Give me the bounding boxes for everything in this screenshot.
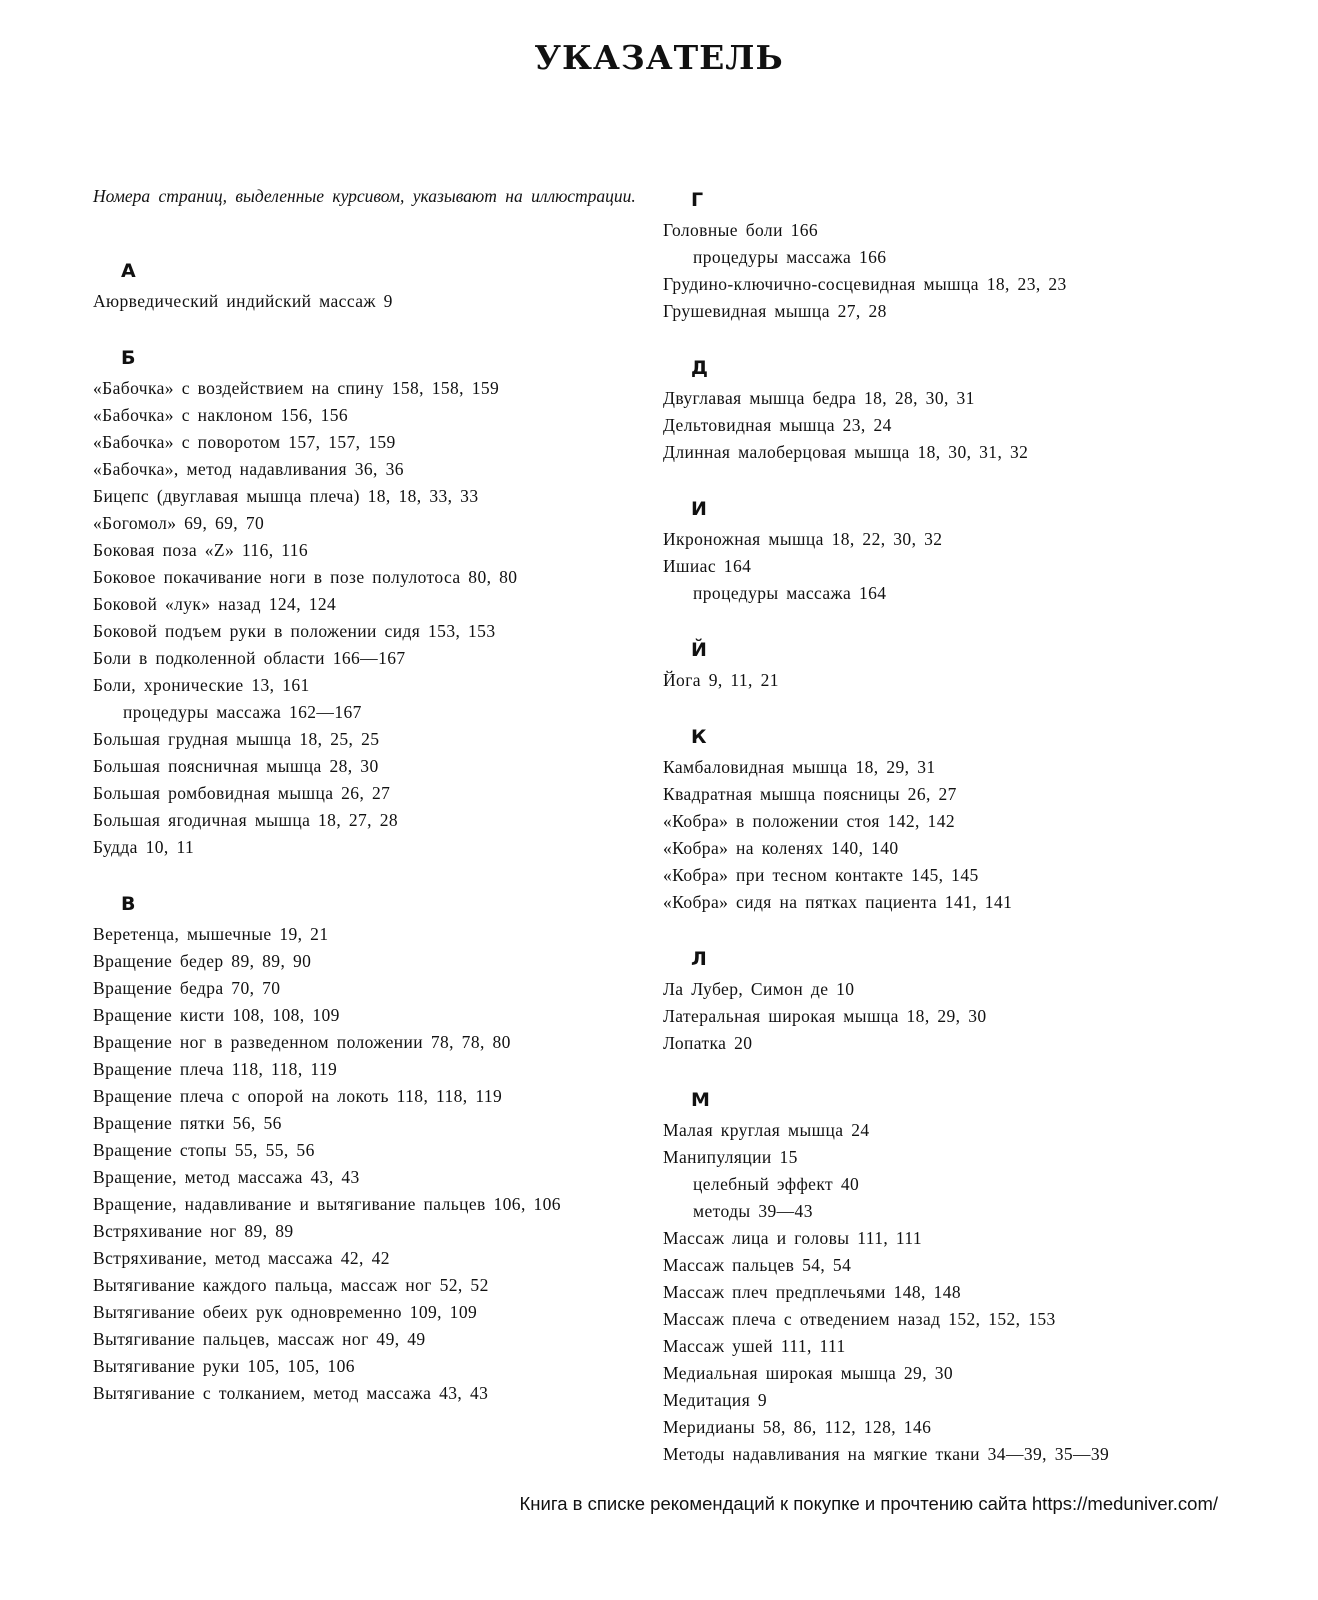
- index-entry: Большая ягодичная мышца 18, 27, 28: [93, 810, 399, 830]
- index-entry: Медиальная широкая мышца 29, 30: [663, 1363, 954, 1383]
- index-entry: Веретенца, мышечные 19, 21: [93, 924, 329, 944]
- index-subentry: целебный эффект 40: [693, 1174, 860, 1194]
- index-entry: Двуглавая мышца бедра 18, 28, 30, 31: [663, 388, 975, 408]
- index-entry: Малая круглая мышца 24: [663, 1120, 870, 1140]
- section-letter: И: [691, 498, 707, 520]
- index-entry: «Кобра» при тесном контакте 145, 145: [663, 865, 979, 885]
- index-entry: Квадратная мышца поясницы 26, 27: [663, 784, 957, 804]
- index-subentry: методы 39—43: [693, 1201, 813, 1221]
- index-entry: Вытягивание каждого пальца, массаж ног 52, 52: [93, 1275, 489, 1295]
- index-entry: Боковое покачивание ноги в позе полулотоса 80, 80: [93, 567, 518, 587]
- page-title: УКАЗАТЕЛЬ: [534, 38, 784, 77]
- index-entry: Вращение пятки 56, 56: [93, 1113, 282, 1133]
- index-entry: Лопатка 20: [663, 1033, 753, 1053]
- index-entry: Вращение бедра 70, 70: [93, 978, 281, 998]
- index-section: [663, 183, 1263, 325]
- index-section: [663, 492, 1263, 607]
- index-entry: Ишиас 164: [663, 556, 752, 576]
- index-entry: Вытягивание обеих рук одновременно 109, 109: [93, 1302, 478, 1322]
- index-entry: Манипуляции 15: [663, 1147, 798, 1167]
- index-entry: Боковая поза «Z» 116, 116: [93, 540, 309, 560]
- index-entry: Дельтовидная мышца 23, 24: [663, 415, 892, 435]
- index-entry: Вращение плеча 118, 118, 119: [93, 1059, 338, 1079]
- index-column-right: [663, 183, 1263, 1494]
- section-letter: А: [121, 260, 136, 282]
- index-entry: Вращение ног в разведенном положении 78, 78, 80: [93, 1032, 511, 1052]
- index-entry: Латеральная широкая мышца 18, 29, 30: [663, 1006, 987, 1026]
- index-entry: Аюрведический индийский массаж 9: [93, 291, 393, 311]
- index-entry: «Кобра» в положении стоя 142, 142: [663, 811, 955, 831]
- index-entry: Массаж плеча с отведением назад 152, 152, 153: [663, 1309, 1056, 1329]
- index-subentry: процедуры массажа 166: [693, 247, 887, 267]
- index-entry: Длинная малоберцовая мышца 18, 30, 31, 32: [663, 442, 1029, 462]
- index-entry: Боковой подъем руки в положении сидя 153, 153: [93, 621, 496, 641]
- section-letter: М: [691, 1089, 710, 1111]
- index-entry: «Бабочка» с наклоном 156, 156: [93, 405, 349, 425]
- index-entry: Грудино-ключично-сосцевидная мышца 18, 23, 23: [663, 274, 1067, 294]
- index-entry: Меридианы 58, 86, 112, 128, 146: [663, 1417, 932, 1437]
- right-sections: [663, 183, 1263, 1468]
- index-entry: Боковой «лук» назад 124, 124: [93, 594, 337, 614]
- index-entry: Медитация 9: [663, 1390, 768, 1410]
- index-entry: Вытягивание руки 105, 105, 106: [93, 1356, 355, 1376]
- index-entry: Массаж лица и головы 111, 111: [663, 1228, 923, 1248]
- index-entry: Грушевидная мышца 27, 28: [663, 301, 887, 321]
- index-entry: Камбаловидная мышца 18, 29, 31: [663, 757, 936, 777]
- index-entry: «Бабочка» с воздействием на спину 158, 158, 159: [93, 378, 500, 398]
- index-entry: Массаж ушей 111, 111: [663, 1336, 846, 1356]
- section-letter: В: [121, 893, 136, 915]
- index-entry: Вращение кисти 108, 108, 109: [93, 1005, 340, 1025]
- index-entry: Встряхивание ног 89, 89: [93, 1221, 294, 1241]
- left-sections: [93, 254, 638, 1407]
- index-entry: Вращение, метод массажа 43, 43: [93, 1167, 360, 1187]
- index-entry: Вытягивание с толканием, метод массажа 43, 43: [93, 1383, 489, 1403]
- index-entry: Боли, хронические 13, 161: [93, 675, 310, 695]
- index-entry: Вращение стопы 55, 55, 56: [93, 1140, 315, 1160]
- index-section: [663, 720, 1263, 916]
- index-section: [93, 887, 638, 1407]
- index-entry: «Богомол» 69, 69, 70: [93, 513, 265, 533]
- section-letter: Л: [691, 948, 707, 970]
- section-letter: Г: [691, 189, 704, 211]
- footer-notice: Книга в списке рекомендаций к покупке и прочтению сайта https://meduniver.com/: [519, 1493, 1218, 1514]
- index-entry: Встряхивание, метод массажа 42, 42: [93, 1248, 390, 1268]
- index-column-left: [93, 183, 638, 1433]
- index-entry: «Бабочка» с поворотом 157, 157, 159: [93, 432, 396, 452]
- index-entry: Вращение, надавливание и вытягивание пальцев 106, 106: [93, 1194, 561, 1214]
- index-entry: Массаж пальцев 54, 54: [663, 1255, 852, 1275]
- section-letter: Б: [121, 347, 136, 369]
- index-entry: Вращение плеча с опорой на локоть 118, 118, 119: [93, 1086, 503, 1106]
- index-entry: Икроножная мышца 18, 22, 30, 32: [663, 529, 943, 549]
- index-entry: Вытягивание пальцев, массаж ног 49, 49: [93, 1329, 426, 1349]
- index-entry: Бицепс (двуглавая мышца плеча) 18, 18, 33, 33: [93, 486, 479, 506]
- index-section: [93, 254, 638, 315]
- index-entry: «Бабочка», метод надавливания 36, 36: [93, 459, 404, 479]
- italic-pages-note: Номера страниц, выделенные курсивом, указывают на иллюстрации.: [93, 186, 636, 206]
- section-letter: К: [691, 726, 707, 748]
- index-subentry: процедуры массажа 162—167: [123, 702, 362, 722]
- index-entry: Боли в подколенной области 166—167: [93, 648, 406, 668]
- index-section: [663, 633, 1263, 694]
- index-entry: Большая грудная мышца 18, 25, 25: [93, 729, 380, 749]
- index-entry: Ла Лубер, Симон де 10: [663, 979, 855, 999]
- index-entry: Большая поясничная мышца 28, 30: [93, 756, 379, 776]
- index-entry: Будда 10, 11: [93, 837, 195, 857]
- index-section: [663, 351, 1263, 466]
- index-entry: Головные боли 166: [663, 220, 819, 240]
- section-letter: Й: [691, 639, 707, 661]
- index-section: [663, 1083, 1263, 1468]
- index-entry: Йога 9, 11, 21: [663, 670, 779, 690]
- index-entry: Вращение бедер 89, 89, 90: [93, 951, 312, 971]
- index-entry: «Кобра» на коленях 140, 140: [663, 838, 899, 858]
- index-entry: Массаж плеч предплечьями 148, 148: [663, 1282, 961, 1302]
- index-entry: Методы надавливания на мягкие ткани 34—39, 35—39: [663, 1444, 1110, 1464]
- index-entry: Большая ромбовидная мышца 26, 27: [93, 783, 391, 803]
- index-section: [663, 942, 1263, 1057]
- index-section: [93, 341, 638, 861]
- index-entry: «Кобра» сидя на пятках пациента 141, 141: [663, 892, 1013, 912]
- index-subentry: процедуры массажа 164: [693, 583, 887, 603]
- section-letter: Д: [691, 357, 708, 379]
